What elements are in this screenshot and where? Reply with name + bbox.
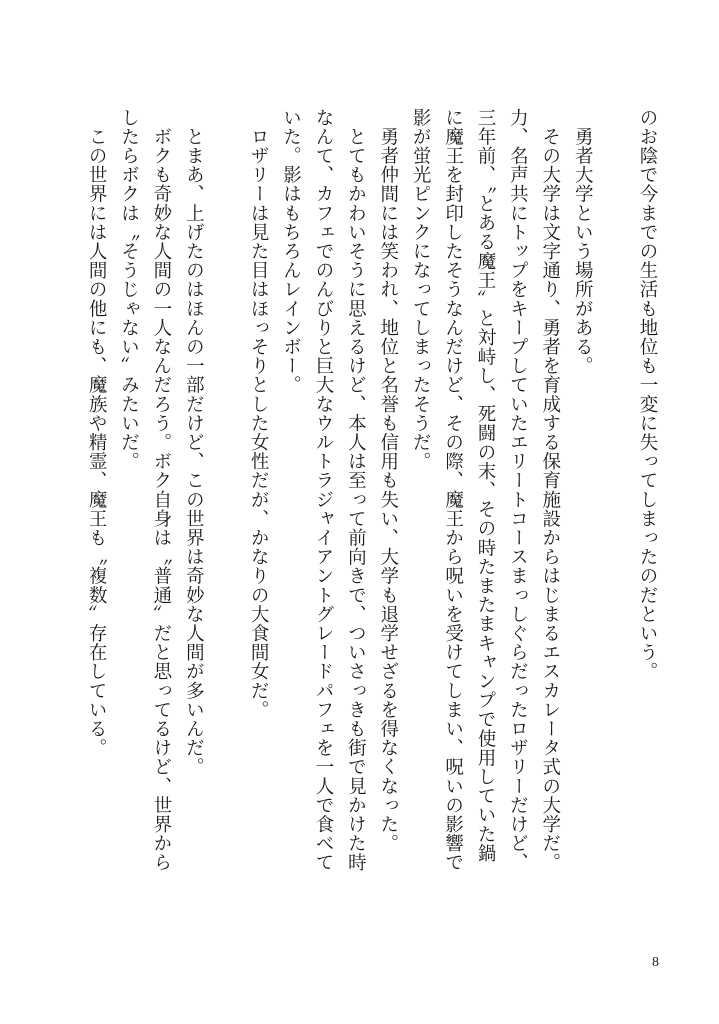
text-line: 力、名声共にトップをキープしていたエリートコースまっしぐらだったロザリーだけど、	[507, 108, 529, 872]
text-line: とてもかわいそうに思えるけど、本人は至って前向きで、ついさっきも街で見かけた時	[345, 108, 367, 872]
text-line: に魔王を封印したそうなんだけど、その際、魔王から呪いを受けてしまい、呪いの影響で	[442, 108, 464, 872]
text-line: その大学は文字通り、勇者を育成する保育施設からはじまるエスカレータ式の大学だ。	[539, 108, 561, 872]
blank-line	[598, 108, 630, 928]
text-line: 勇者仲間には笑われ、地位と名誉も信用も失い、大学も退学せざるを得なくなった。	[377, 108, 399, 853]
text-line: とまあ、上げたのはほんの一部だけど、この世界は奇妙な人間が多いんだ。	[183, 108, 205, 777]
page-number: 8	[652, 955, 659, 970]
blank-line	[209, 108, 241, 928]
text-line: 三年前、〝とある魔王〟と対峙し、死闘の末、その時たまたまキャンプで使用していた鍋	[474, 108, 496, 863]
text-line: したらボクは〝そうじゃない〟みたいだ。	[118, 108, 140, 471]
text-line: なんて、カフェでのんびりと巨大なウルトラジャイアントグレードパフェを一人で食べて	[312, 108, 334, 872]
text-line: ロザリーは見た目はほっそりとした女性だが、かなりの大食間女だ。	[248, 108, 270, 720]
text-line: ボクも奇妙な人間の一人なんだろう。ボク自身は〝普通〟だと思ってるけど、世界から	[150, 108, 172, 872]
text-line: のお陰で今までの生活も地位も一変に失ってしまったのだという。	[637, 108, 658, 681]
text-line: いた。影はもちろんレインボー。	[280, 108, 302, 395]
text-line: 勇者大学という場所がある。	[572, 108, 594, 376]
text-line: 影が蛍光ピンクになってしまったそうだ。	[410, 108, 432, 471]
vertical-text-body	[63, 108, 663, 928]
text-line: この世界には人間の他にも、魔族や精霊、魔王も〝複数〟存在している。	[86, 108, 108, 758]
